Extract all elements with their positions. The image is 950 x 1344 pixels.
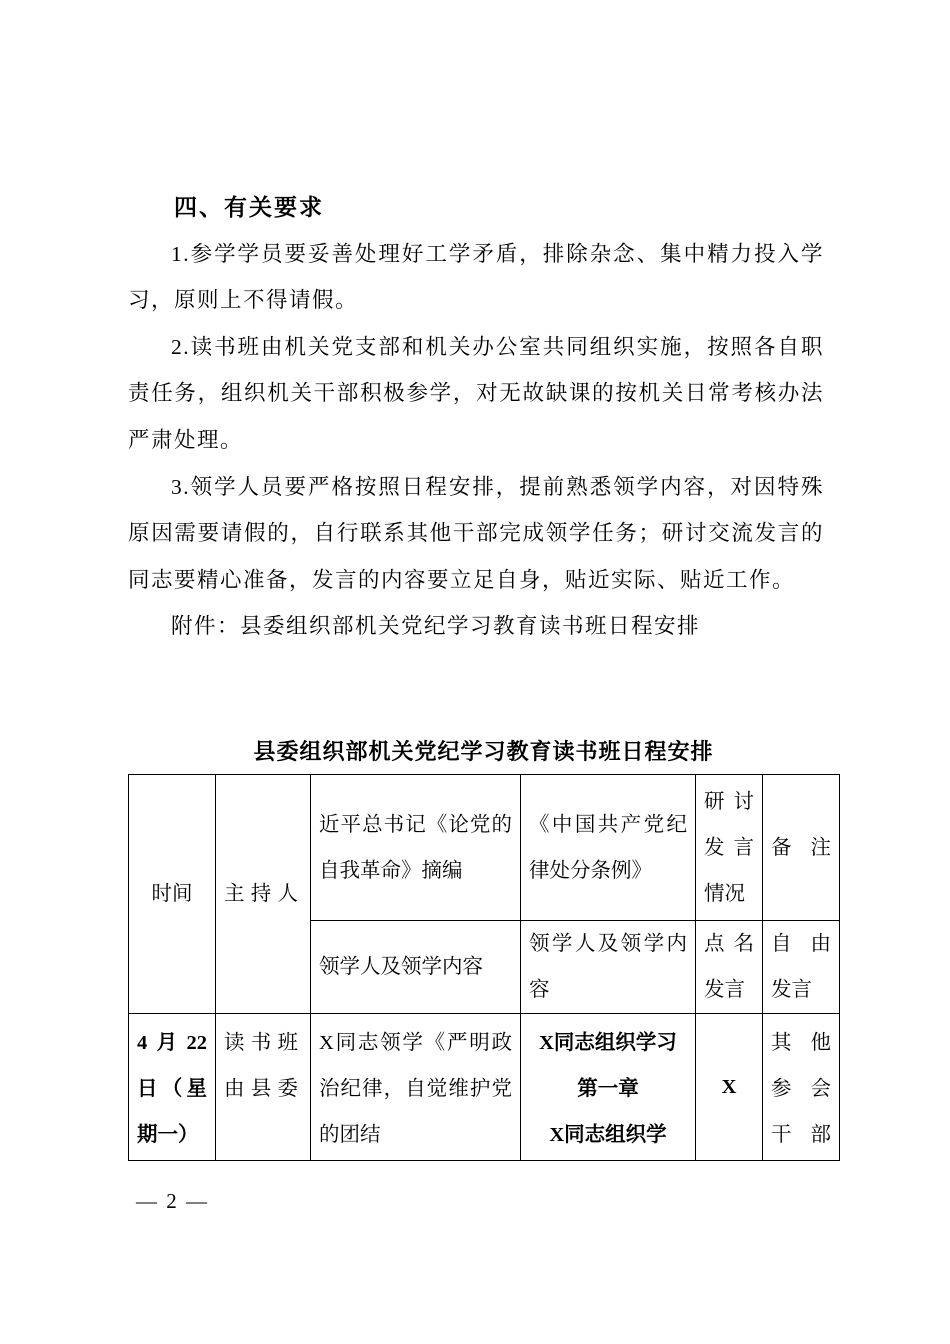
subheader-cell-free-speech: 自由发言: [763, 921, 840, 1014]
cell-named-speech: [696, 1014, 763, 1161]
header-cell-topic-discipline-regulations: 《中国共产党纪律处分条例》: [521, 775, 696, 921]
cell-discipline-line-1: X同志组织学习第一章: [539, 1032, 677, 1100]
cell-discipline-content: [521, 1014, 696, 1161]
cell-host: [216, 1014, 311, 1161]
cell-discipline-line-2: X同志组织学: [549, 1124, 667, 1146]
subheader-cell-named-speech: 点名发言: [696, 921, 763, 1014]
cell-named-speech-text: X: [721, 1076, 737, 1098]
cell-self-revolution-text: X同志领学《严明政治纪律，自觉维护党的团结: [319, 1032, 512, 1146]
table-row: [129, 1014, 840, 1161]
header-cell-remarks: 备注: [763, 775, 840, 921]
subheader-cell-lead-learning-2: 领学人及领学内容: [521, 921, 696, 1014]
schedule-table: [128, 774, 840, 1161]
paragraph-3: 3.领学人员要严格按照日程安排，提前熟悉领学内容，对因特殊原因需要请假的，自行联系其他干部完成领学任务；研讨交流发言的同志要精心准备，发言的内容要立足自身，贴近实际、贴近工作。: [128, 474, 824, 592]
cell-self-revolution-content: [311, 1014, 521, 1161]
header-cell-topic-self-revolution: 近平总书记《论党的自我革命》摘编: [311, 775, 521, 921]
cell-free-speech: [763, 1014, 840, 1161]
header-cell-time: 时间: [129, 775, 216, 1014]
subheader-cell-lead-learning-1: 领学人及领学内容: [311, 921, 521, 1014]
paragraph-2: 2.读书班由机关党支部和机关办公室共同组织实施，按照各自职责任务，组织机关干部积极参学，对无故缺课的按机关日常考核办法严肃处理。: [128, 334, 824, 452]
paragraph-1: 1.参学学员要妥善处理好工学矛盾，排除杂念、集中精力投入学习，原则上不得请假。: [128, 241, 824, 313]
header-cell-host: 主持人: [216, 775, 311, 1014]
cell-discipline-text: [529, 1020, 687, 1158]
attachment-line: 附件：县委组织部机关党纪学习教育读书班日程安排: [171, 614, 701, 639]
table-header-row-1: [129, 775, 840, 921]
cell-free-speech-text: 其他参会干部: [771, 1032, 831, 1146]
cell-time-text: 4月22日（星期一）: [137, 1032, 207, 1146]
section-heading: 四、有关要求: [174, 194, 324, 220]
document-body: [128, 184, 824, 650]
cell-time: [129, 1014, 216, 1161]
schedule-table-title: 县委组织部机关党纪学习教育读书班日程安排: [253, 739, 714, 764]
cell-host-text: 读书班由县委: [224, 1032, 302, 1100]
page-number: — 2 —: [136, 1189, 209, 1213]
header-cell-discussion-status: 研讨发言情况: [696, 775, 763, 921]
